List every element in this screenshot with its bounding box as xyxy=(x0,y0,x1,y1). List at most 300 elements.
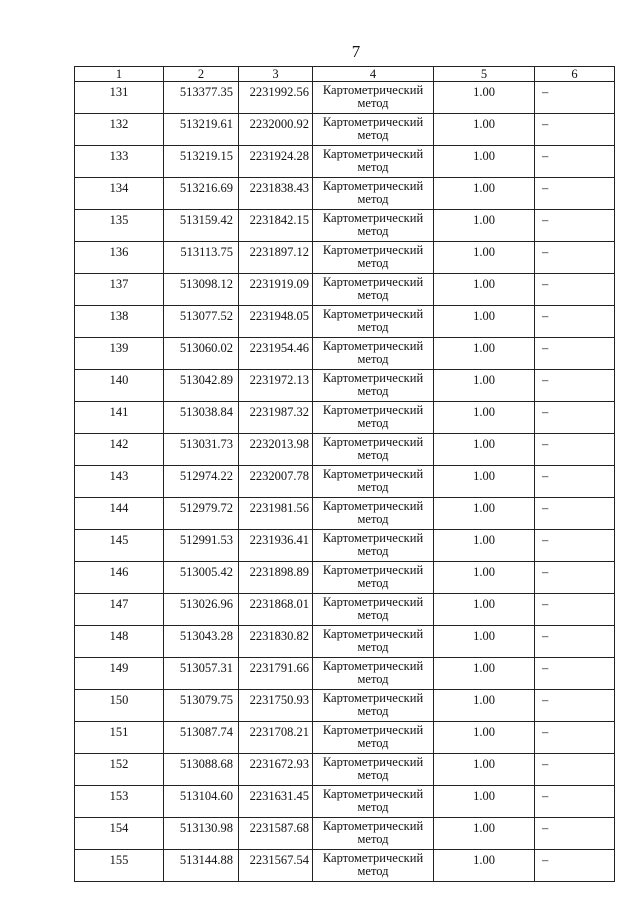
accuracy-cell xyxy=(434,818,535,850)
point-number-cell xyxy=(75,498,164,530)
x-coordinate-cell xyxy=(164,370,239,402)
method-cell xyxy=(313,274,434,306)
accuracy-text: 1.00 xyxy=(473,661,495,675)
method-cell xyxy=(313,338,434,370)
y-coordinate-cell xyxy=(239,850,313,882)
point-number-text: 145 xyxy=(109,533,129,547)
table-row xyxy=(75,594,615,626)
note-cell xyxy=(535,242,615,274)
method-text-line2: метод xyxy=(357,192,389,206)
y-coordinate-cell xyxy=(239,306,313,338)
note-cell xyxy=(535,466,615,498)
y-coordinate-cell xyxy=(239,466,313,498)
method-text-line1: Картометрический xyxy=(322,307,424,321)
table-row xyxy=(75,178,615,210)
table-row xyxy=(75,690,615,722)
note-text: – xyxy=(542,821,549,835)
note-text: – xyxy=(542,693,549,707)
x-coordinate-text: 513159.42 xyxy=(179,213,233,227)
method-text-line1: Картометрический xyxy=(322,83,424,97)
method-text-line1: Картометрический xyxy=(322,787,424,801)
note-cell xyxy=(535,306,615,338)
x-coordinate-text: 513060.02 xyxy=(179,341,233,355)
method-cell xyxy=(313,818,434,850)
table-row xyxy=(75,274,615,306)
method-text-line2: метод xyxy=(357,160,389,174)
method-text-line2: метод xyxy=(357,256,389,270)
x-coordinate-cell xyxy=(164,818,239,850)
x-coordinate-cell xyxy=(164,306,239,338)
accuracy-cell xyxy=(434,178,535,210)
method-text-line1: Картометрический xyxy=(322,819,424,833)
table-row xyxy=(75,306,615,338)
method-text-line2: метод xyxy=(357,832,389,846)
note-text: – xyxy=(542,501,549,515)
accuracy-cell xyxy=(434,722,535,754)
accuracy-text: 1.00 xyxy=(473,501,495,515)
y-coordinate-text: 2231750.93 xyxy=(249,693,309,707)
note-cell xyxy=(535,370,615,402)
table-row xyxy=(75,242,615,274)
accuracy-cell xyxy=(434,786,535,818)
method-text-line2: метод xyxy=(357,672,389,686)
accuracy-text: 1.00 xyxy=(473,821,495,835)
y-coordinate-text: 2231948.05 xyxy=(249,309,309,323)
note-text: – xyxy=(542,85,549,99)
coordinates-table xyxy=(74,66,615,882)
x-coordinate-text: 513113.75 xyxy=(180,245,233,259)
y-coordinate-text: 2231919.09 xyxy=(249,277,309,291)
method-text-line2: метод xyxy=(357,576,389,590)
method-text-line2: метод xyxy=(357,608,389,622)
method-text-line2: метод xyxy=(357,288,389,302)
point-number-cell xyxy=(75,626,164,658)
note-cell xyxy=(535,114,615,146)
method-text-line2: метод xyxy=(357,800,389,814)
method-cell xyxy=(313,114,434,146)
note-text: – xyxy=(542,341,549,355)
note-cell xyxy=(535,82,615,114)
y-coordinate-cell xyxy=(239,594,313,626)
point-number-text: 139 xyxy=(109,341,129,355)
point-number-text: 146 xyxy=(109,565,129,579)
accuracy-text: 1.00 xyxy=(473,405,495,419)
accuracy-cell xyxy=(434,402,535,434)
point-number-text: 152 xyxy=(109,757,129,771)
point-number-cell xyxy=(75,786,164,818)
note-text: – xyxy=(542,533,549,547)
point-number-cell xyxy=(75,850,164,882)
accuracy-text: 1.00 xyxy=(473,341,495,355)
table-row xyxy=(75,562,615,594)
method-text-line1: Картометрический xyxy=(322,499,424,513)
note-cell xyxy=(535,722,615,754)
point-number-text: 154 xyxy=(109,821,129,835)
method-cell xyxy=(313,434,434,466)
note-text: – xyxy=(542,245,549,259)
note-text: – xyxy=(542,725,549,739)
y-coordinate-cell xyxy=(239,210,313,242)
point-number-text: 153 xyxy=(109,789,129,803)
method-cell xyxy=(313,466,434,498)
point-number-text: 136 xyxy=(109,245,129,259)
accuracy-text: 1.00 xyxy=(473,757,495,771)
x-coordinate-text: 513130.98 xyxy=(179,821,233,835)
x-coordinate-cell xyxy=(164,114,239,146)
method-text-line1: Картометрический xyxy=(322,211,424,225)
table-row xyxy=(75,114,615,146)
method-text-line2: метод xyxy=(357,352,389,366)
y-coordinate-cell xyxy=(239,818,313,850)
y-coordinate-cell xyxy=(239,690,313,722)
point-number-cell xyxy=(75,242,164,274)
accuracy-text: 1.00 xyxy=(473,853,495,867)
accuracy-text: 1.00 xyxy=(473,693,495,707)
method-text-line2: метод xyxy=(357,736,389,750)
accuracy-cell xyxy=(434,658,535,690)
method-cell xyxy=(313,498,434,530)
table-row xyxy=(75,658,615,690)
accuracy-cell xyxy=(434,434,535,466)
point-number-text: 143 xyxy=(109,469,129,483)
y-coordinate-text: 2231972.13 xyxy=(249,373,309,387)
method-text-line2: метод xyxy=(357,640,389,654)
x-coordinate-text: 513077.52 xyxy=(179,309,233,323)
x-coordinate-cell xyxy=(164,626,239,658)
y-coordinate-text: 2232013.98 xyxy=(249,437,309,451)
y-coordinate-text: 2231898.89 xyxy=(249,565,309,579)
point-number-text: 150 xyxy=(109,693,129,707)
y-coordinate-text: 2231897.12 xyxy=(249,245,309,259)
point-number-text: 140 xyxy=(109,373,129,387)
x-coordinate-cell xyxy=(164,562,239,594)
x-coordinate-cell xyxy=(164,754,239,786)
page-number: 7 xyxy=(351,42,361,61)
y-coordinate-text: 2231954.46 xyxy=(249,341,309,355)
x-coordinate-cell xyxy=(164,722,239,754)
note-text: – xyxy=(542,277,549,291)
x-coordinate-text: 513079.75 xyxy=(179,693,233,707)
point-number-cell xyxy=(75,210,164,242)
y-coordinate-cell xyxy=(239,786,313,818)
y-coordinate-cell xyxy=(239,370,313,402)
accuracy-cell xyxy=(434,530,535,562)
y-coordinate-cell xyxy=(239,402,313,434)
x-coordinate-text: 513026.96 xyxy=(179,597,233,611)
point-number-cell xyxy=(75,274,164,306)
x-coordinate-cell xyxy=(164,146,239,178)
y-coordinate-cell xyxy=(239,114,313,146)
point-number-text: 133 xyxy=(109,149,129,163)
table-body xyxy=(75,82,615,882)
y-coordinate-text: 2231672.93 xyxy=(249,757,309,771)
x-coordinate-text: 513216.69 xyxy=(179,181,233,195)
method-text-line1: Картометрический xyxy=(322,851,424,865)
method-text-line1: Картометрический xyxy=(322,531,424,545)
point-number-cell xyxy=(75,338,164,370)
x-coordinate-cell xyxy=(164,210,239,242)
point-number-cell xyxy=(75,114,164,146)
accuracy-cell xyxy=(434,338,535,370)
accuracy-cell xyxy=(434,82,535,114)
y-coordinate-text: 2231587.68 xyxy=(249,821,309,835)
point-number-text: 132 xyxy=(109,117,129,131)
method-text-line2: метод xyxy=(357,768,389,782)
x-coordinate-text: 513042.89 xyxy=(179,373,233,387)
accuracy-cell xyxy=(434,466,535,498)
note-cell xyxy=(535,338,615,370)
note-text: – xyxy=(542,565,549,579)
point-number-text: 147 xyxy=(109,597,129,611)
method-text-line1: Картометрический xyxy=(322,627,424,641)
accuracy-cell xyxy=(434,754,535,786)
method-cell xyxy=(313,562,434,594)
table-row xyxy=(75,498,615,530)
y-coordinate-cell xyxy=(239,626,313,658)
table-row xyxy=(75,626,615,658)
x-coordinate-text: 512974.22 xyxy=(179,469,233,483)
point-number-cell xyxy=(75,146,164,178)
x-coordinate-cell xyxy=(164,402,239,434)
y-coordinate-cell xyxy=(239,498,313,530)
method-cell xyxy=(313,626,434,658)
x-coordinate-cell xyxy=(164,434,239,466)
y-coordinate-cell xyxy=(239,530,313,562)
table-row xyxy=(75,786,615,818)
method-text-line2: метод xyxy=(357,96,389,110)
table-row xyxy=(75,754,615,786)
point-number-text: 142 xyxy=(109,437,129,451)
x-coordinate-cell xyxy=(164,850,239,882)
note-text: – xyxy=(542,117,549,131)
table-row xyxy=(75,818,615,850)
accuracy-text: 1.00 xyxy=(473,213,495,227)
y-coordinate-cell xyxy=(239,338,313,370)
accuracy-text: 1.00 xyxy=(473,309,495,323)
x-coordinate-text: 513031.73 xyxy=(179,437,233,451)
accuracy-cell xyxy=(434,562,535,594)
point-number-cell xyxy=(75,434,164,466)
accuracy-text: 1.00 xyxy=(473,469,495,483)
y-coordinate-cell xyxy=(239,722,313,754)
x-coordinate-text: 513104.60 xyxy=(179,789,233,803)
y-coordinate-text: 2231868.01 xyxy=(249,597,309,611)
x-coordinate-text: 513005.42 xyxy=(179,565,233,579)
table-row xyxy=(75,210,615,242)
y-coordinate-text: 2231987.32 xyxy=(249,405,309,419)
accuracy-text: 1.00 xyxy=(473,597,495,611)
x-coordinate-cell xyxy=(164,178,239,210)
y-coordinate-text: 2231791.66 xyxy=(249,661,309,675)
y-coordinate-text: 2231992.56 xyxy=(249,85,309,99)
accuracy-text: 1.00 xyxy=(473,277,495,291)
table-row xyxy=(75,530,615,562)
method-cell xyxy=(313,658,434,690)
x-coordinate-text: 513057.31 xyxy=(179,661,233,675)
y-coordinate-text: 2231830.82 xyxy=(249,629,309,643)
method-cell xyxy=(313,146,434,178)
method-text-line2: метод xyxy=(357,448,389,462)
accuracy-cell xyxy=(434,242,535,274)
note-cell xyxy=(535,210,615,242)
note-text: – xyxy=(542,597,549,611)
point-number-text: 138 xyxy=(109,309,129,323)
y-coordinate-cell xyxy=(239,274,313,306)
column-header-3: 3 xyxy=(239,67,313,82)
point-number-text: 148 xyxy=(109,629,129,643)
point-number-cell xyxy=(75,370,164,402)
y-coordinate-text: 2231567.54 xyxy=(249,853,309,867)
method-text-line1: Картометрический xyxy=(322,339,424,353)
accuracy-text: 1.00 xyxy=(473,725,495,739)
method-text-line1: Картометрический xyxy=(322,275,424,289)
accuracy-cell xyxy=(434,850,535,882)
table-row xyxy=(75,722,615,754)
accuracy-text: 1.00 xyxy=(473,181,495,195)
accuracy-cell xyxy=(434,626,535,658)
y-coordinate-text: 2232000.92 xyxy=(249,117,309,131)
point-number-text: 151 xyxy=(109,725,129,739)
table-row xyxy=(75,82,615,114)
method-cell xyxy=(313,370,434,402)
method-cell xyxy=(313,210,434,242)
y-coordinate-cell xyxy=(239,562,313,594)
x-coordinate-text: 513038.84 xyxy=(179,405,233,419)
table-row xyxy=(75,146,615,178)
point-number-cell xyxy=(75,818,164,850)
method-cell xyxy=(313,402,434,434)
accuracy-cell xyxy=(434,306,535,338)
point-number-cell xyxy=(75,306,164,338)
accuracy-cell xyxy=(434,690,535,722)
accuracy-cell xyxy=(434,498,535,530)
note-cell xyxy=(535,690,615,722)
column-header-1: 1 xyxy=(75,67,164,82)
note-cell xyxy=(535,754,615,786)
accuracy-text: 1.00 xyxy=(473,789,495,803)
accuracy-text: 1.00 xyxy=(473,245,495,259)
note-text: – xyxy=(542,373,549,387)
method-text-line1: Картометрический xyxy=(322,435,424,449)
x-coordinate-cell xyxy=(164,594,239,626)
point-number-text: 149 xyxy=(109,661,129,675)
x-coordinate-text: 512979.72 xyxy=(179,501,233,515)
x-coordinate-text: 513087.74 xyxy=(179,725,233,739)
x-coordinate-cell xyxy=(164,466,239,498)
note-cell xyxy=(535,178,615,210)
method-text-line1: Картометрический xyxy=(322,115,424,129)
note-cell xyxy=(535,626,615,658)
accuracy-cell xyxy=(434,594,535,626)
x-coordinate-cell xyxy=(164,498,239,530)
method-cell xyxy=(313,594,434,626)
point-number-text: 134 xyxy=(109,181,129,195)
y-coordinate-cell xyxy=(239,754,313,786)
x-coordinate-cell xyxy=(164,338,239,370)
x-coordinate-text: 513144.88 xyxy=(179,853,233,867)
method-text-line2: метод xyxy=(357,224,389,238)
method-text-line2: метод xyxy=(357,704,389,718)
y-coordinate-text: 2231842.15 xyxy=(249,213,309,227)
method-text-line1: Картометрический xyxy=(322,147,424,161)
point-number-cell xyxy=(75,690,164,722)
point-number-cell xyxy=(75,562,164,594)
note-text: – xyxy=(542,853,549,867)
method-cell xyxy=(313,850,434,882)
method-text-line1: Картометрический xyxy=(322,691,424,705)
note-cell xyxy=(535,658,615,690)
method-cell xyxy=(313,82,434,114)
table-row xyxy=(75,370,615,402)
accuracy-cell xyxy=(434,146,535,178)
note-cell xyxy=(535,498,615,530)
point-number-text: 137 xyxy=(109,277,129,291)
note-text: – xyxy=(542,181,549,195)
accuracy-text: 1.00 xyxy=(473,85,495,99)
x-coordinate-cell xyxy=(164,82,239,114)
y-coordinate-text: 2231708.21 xyxy=(249,725,309,739)
column-header-5: 5 xyxy=(434,67,535,82)
column-header-6: 6 xyxy=(535,67,615,82)
method-text-line1: Картометрический xyxy=(322,467,424,481)
x-coordinate-text: 513219.61 xyxy=(179,117,233,131)
point-number-cell xyxy=(75,754,164,786)
method-text-line2: метод xyxy=(357,480,389,494)
y-coordinate-cell xyxy=(239,82,313,114)
note-cell xyxy=(535,786,615,818)
note-text: – xyxy=(542,309,549,323)
accuracy-text: 1.00 xyxy=(473,437,495,451)
point-number-cell xyxy=(75,466,164,498)
method-text-line2: метод xyxy=(357,864,389,878)
table-row xyxy=(75,402,615,434)
note-text: – xyxy=(542,469,549,483)
column-header-4: 4 xyxy=(313,67,434,82)
note-cell xyxy=(535,402,615,434)
accuracy-cell xyxy=(434,114,535,146)
y-coordinate-text: 2231981.56 xyxy=(249,501,309,515)
method-cell xyxy=(313,786,434,818)
note-text: – xyxy=(542,629,549,643)
point-number-cell xyxy=(75,658,164,690)
point-number-text: 131 xyxy=(109,85,129,99)
method-cell xyxy=(313,722,434,754)
method-text-line1: Картометрический xyxy=(322,179,424,193)
point-number-cell xyxy=(75,82,164,114)
x-coordinate-cell xyxy=(164,530,239,562)
table-row xyxy=(75,434,615,466)
method-text-line1: Картометрический xyxy=(322,723,424,737)
method-text-line1: Картометрический xyxy=(322,659,424,673)
y-coordinate-text: 2232007.78 xyxy=(249,469,309,483)
accuracy-text: 1.00 xyxy=(473,565,495,579)
note-text: – xyxy=(542,213,549,227)
x-coordinate-text: 513098.12 xyxy=(179,277,233,291)
method-cell xyxy=(313,178,434,210)
accuracy-cell xyxy=(434,370,535,402)
note-text: – xyxy=(542,789,549,803)
method-text-line2: метод xyxy=(357,320,389,334)
method-text-line1: Картометрический xyxy=(322,563,424,577)
note-text: – xyxy=(542,149,549,163)
method-text-line1: Картометрический xyxy=(322,371,424,385)
x-coordinate-cell xyxy=(164,274,239,306)
note-text: – xyxy=(542,757,549,771)
note-text: – xyxy=(542,437,549,451)
method-text-line2: метод xyxy=(357,384,389,398)
method-text-line2: метод xyxy=(357,512,389,526)
method-text-line1: Картометрический xyxy=(322,403,424,417)
